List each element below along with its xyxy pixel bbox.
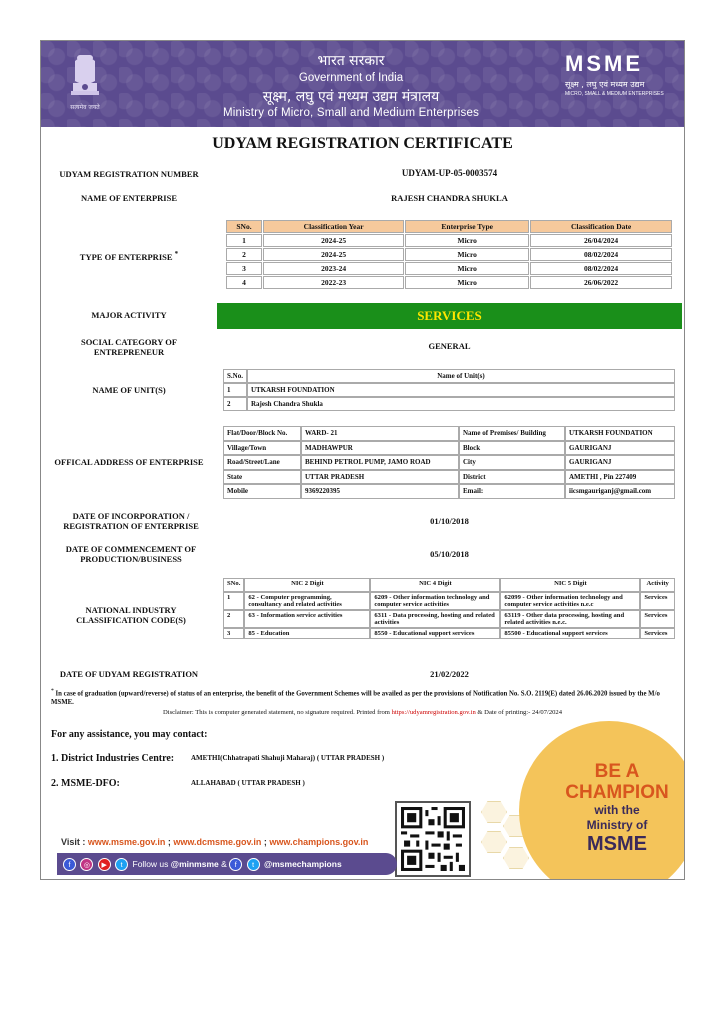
emblem-caption: सत्यमेव जयते: [70, 104, 100, 111]
msme-logo-small: MICRO, SMALL & MEDIUM ENTERPRISES: [565, 91, 664, 97]
table-cell: 2: [223, 610, 244, 628]
champion-line: Ministry of: [586, 818, 648, 832]
table-cell: Rajesh Chandra Shukla: [247, 397, 675, 411]
table-cell: 2024-25: [263, 234, 404, 247]
msme-logo-hindi: सूक्ष्म , लघु एवं मध्यम उद्यम: [565, 80, 645, 89]
type-label-text: TYPE OF ENTERPRISE: [79, 251, 173, 262]
table-cell: Road/Street/Lane: [223, 455, 301, 470]
qr-code-icon: [401, 807, 465, 871]
type-label: [41, 250, 217, 262]
table-cell: 3: [226, 262, 262, 275]
hindi-ministry-title: सूक्ष्म, लघु एवं मध्यम उद्यम मंत्रालय: [262, 89, 440, 105]
certificate-page: [40, 40, 685, 880]
table-cell: 63 - Information service activities: [244, 610, 370, 628]
address-table: [223, 426, 675, 499]
table-cell: GAURIGANJ: [565, 441, 675, 456]
gov-title: Government of India: [298, 72, 404, 84]
instagram-icon[interactable]: ◎: [80, 858, 93, 871]
table-row: [226, 276, 672, 289]
msme-logo: [565, 51, 665, 97]
visit-line: Visit : www.msme.gov.in ; www.dcmsme.gov.in ; www.champions.gov.in: [61, 837, 369, 847]
social-bar: [57, 853, 397, 875]
qr-code: [395, 801, 471, 877]
follow-label: Follow us: [132, 859, 169, 869]
table-row: [223, 383, 675, 397]
table-cell: S.No.: [223, 369, 247, 383]
table-row: [223, 484, 675, 499]
table-cell: 1: [223, 383, 247, 397]
table-cell: Micro: [405, 262, 529, 275]
table-cell: GAURIGANJ: [565, 455, 675, 470]
table-cell: 2: [223, 397, 247, 411]
udyam-url-link[interactable]: https://udyamregistration.gov.in: [391, 709, 476, 716]
table-cell: 26/06/2022: [530, 276, 672, 289]
table-row: [223, 397, 675, 411]
champion-line: CHAMPION: [565, 782, 669, 803]
table-cell: 62 - Computer programming, consultancy and related activities: [244, 592, 370, 610]
table-cell: 2022-23: [263, 276, 404, 289]
type-star: *: [174, 250, 179, 258]
table-cell: UTKARSH FOUNDATION: [247, 383, 675, 397]
champion-text: [551, 761, 683, 855]
table-cell: Micro: [405, 276, 529, 289]
type-header: SNo.: [226, 220, 262, 233]
table-cell: 63119 - Other data processing, hosting and related activities n.e.c.: [500, 610, 640, 628]
type-header: Classification Year: [263, 220, 404, 233]
handle-msmechampions[interactable]: @msmechampions: [263, 859, 342, 869]
amp-text: &: [221, 859, 227, 869]
table-row: [223, 455, 675, 470]
table-row: [223, 578, 675, 592]
hexagon-decoration: [481, 801, 507, 823]
dfo-value: ALLAHABAD ( UTTAR PRADESH ): [191, 779, 305, 787]
table-cell: 26/04/2024: [530, 234, 672, 247]
youtube-icon[interactable]: ▶: [98, 858, 111, 871]
champion-line: with the: [594, 803, 640, 817]
facebook-icon[interactable]: f: [229, 858, 242, 871]
nic-header: NIC 2 Digit: [244, 578, 370, 592]
twitter-icon[interactable]: t: [115, 858, 128, 871]
nic-header: SNo.: [223, 578, 244, 592]
footnote-text: In case of graduation (upward/reverse) of status of an enterprise, the benefit of the Government Schemes will be availed as per the provisions of Notification No. S.O. 2119(E) dated 26.06.2020 issued by the M/o MSME.: [51, 690, 660, 707]
social-category-label: SOCIAL CATEGORY OF ENTREPRENEUR: [80, 337, 178, 357]
type-header: Classification Date: [530, 220, 672, 233]
table-cell: 1: [223, 592, 244, 610]
table-cell: Block: [459, 441, 565, 456]
table-cell: 8550 - Educational support services: [370, 628, 500, 639]
ministry-title: Ministry of Micro, Small and Medium Enterprises: [222, 107, 480, 119]
champion-line: MSME: [587, 833, 647, 855]
table-row: [223, 369, 675, 383]
handle-minmsme[interactable]: @minmsme: [170, 859, 219, 869]
table-cell: 6209 - Other information technology and computer service activities: [370, 592, 500, 610]
units-table: [223, 369, 675, 411]
table-cell: Flat/Door/Block No.: [223, 426, 301, 441]
udyam-date-label: DATE OF UDYAM REGISTRATION: [59, 669, 199, 679]
social-category-value: GENERAL: [428, 341, 471, 351]
table-cell: BEHIND PETROL PUMP, JAMO ROAD: [301, 455, 459, 470]
type-table: [225, 219, 673, 290]
table-row: [226, 262, 672, 275]
table-cell: Name of Premises/ Building: [459, 426, 565, 441]
table-cell: Email:: [459, 484, 565, 499]
certificate-title: UDYAM REGISTRATION CERTIFICATE: [212, 135, 513, 152]
enterprise-name-label: NAME OF ENTERPRISE: [80, 193, 178, 203]
table-cell: AMETHI , Pin 227409: [565, 470, 675, 485]
table-cell: 85500 - Educational support services: [500, 628, 640, 639]
commencement-value: 05/10/2018: [430, 549, 469, 559]
table-cell: Services: [640, 592, 675, 610]
table-cell: iicsmgauriganj@gmail.com: [565, 484, 675, 499]
disclaimer: [41, 709, 684, 716]
enterprise-name-value: RAJESH CHANDRA SHUKLA: [391, 193, 508, 203]
table-cell: Village/Town: [223, 441, 301, 456]
table-cell: 1: [226, 234, 262, 247]
hexagon-decoration: [503, 847, 529, 869]
units-label: NAME OF UNIT(S): [92, 385, 166, 395]
dfo-label: 2. MSME-DFO:: [51, 778, 120, 789]
table-cell: 3: [223, 628, 244, 639]
table-cell: WARD- 21: [301, 426, 459, 441]
table-cell: District: [459, 470, 565, 485]
activity-value: SERVICES: [217, 303, 682, 329]
table-cell: 6311 - Data processing, hosting and related activities: [370, 610, 500, 628]
footnote: [51, 687, 676, 707]
table-cell: State: [223, 470, 301, 485]
table-cell: City: [459, 455, 565, 470]
table-cell: 08/02/2024: [530, 262, 672, 275]
reg-no-label: UDYAM REGISTRATION NUMBER: [59, 169, 199, 179]
disclaimer-prefix: Disclaimer: This is computer generated statement, no signature required. Printed from: [162, 709, 390, 716]
table-cell: UTKARSH FOUNDATION: [565, 426, 675, 441]
nic-header: Activity: [640, 578, 675, 592]
nic-header: NIC 5 Digit: [500, 578, 640, 592]
commencement-label: DATE OF COMMENCEMENT OF PRODUCTION/BUSINESS: [65, 544, 197, 564]
udyam-date-value: 21/02/2022: [430, 669, 469, 679]
reg-no-value: UDYAM-UP-05-0003574: [401, 168, 498, 178]
type-header: Enterprise Type: [405, 220, 529, 233]
website-link[interactable]: www.champions.gov.in: [269, 837, 369, 847]
table-row: [226, 248, 672, 261]
incorporation-value: 01/10/2018: [430, 516, 469, 526]
table-cell: Mobile: [223, 484, 301, 499]
dic-label: 1. District Industries Centre:: [51, 753, 175, 764]
table-row: [223, 441, 675, 456]
table-cell: Micro: [405, 248, 529, 261]
table-cell: Micro: [405, 234, 529, 247]
table-row: [223, 610, 675, 628]
hindi-gov-title: भारत सरकार: [317, 53, 385, 69]
table-row: [223, 592, 675, 610]
website-link[interactable]: www.msme.gov.in: [87, 837, 166, 847]
disclaimer-suffix: & Date of printing:- 24/07/2024: [477, 709, 563, 716]
table-row: [223, 628, 675, 639]
msme-logo-text: MSME: [565, 51, 643, 76]
table-cell: 2023-24: [263, 262, 404, 275]
table-cell: UTTAR PRADESH: [301, 470, 459, 485]
table-cell: 4: [226, 276, 262, 289]
address-label: OFFICAL ADDRESS OF ENTERPRISE: [54, 457, 204, 467]
facebook-icon[interactable]: f: [63, 858, 76, 871]
header-banner: [41, 41, 684, 127]
nic-table: [223, 578, 675, 639]
assistance-heading: For any assistance, you may contact:: [51, 729, 208, 740]
table-row: [223, 470, 675, 485]
website-link[interactable]: www.dcmsme.gov.in: [173, 837, 262, 847]
table-cell: 2: [226, 248, 262, 261]
table-cell: Services: [640, 628, 675, 639]
table-cell: 2024-25: [263, 248, 404, 261]
national-emblem-icon: [65, 51, 105, 115]
table-cell: 9369220395: [301, 484, 459, 499]
activity-label: MAJOR ACTIVITY: [91, 310, 167, 320]
nic-label: NATIONAL INDUSTRY CLASSIFICATION CODE(S): [76, 605, 186, 625]
nic-header: NIC 4 Digit: [370, 578, 500, 592]
table-row: [223, 426, 675, 441]
table-cell: MADHAWPUR: [301, 441, 459, 456]
table-cell: 85 - Education: [244, 628, 370, 639]
visit-label: Visit :: [61, 837, 86, 847]
dic-value: AMETHI(Chhatrapati Shahuji Maharaj) ( UTTAR PRADESH ): [191, 754, 385, 762]
incorporation-label: DATE OF INCORPORATION / REGISTRATION OF ENTERPRISE: [63, 511, 199, 531]
champion-line: BE A: [594, 761, 640, 782]
footnote-star: *: [51, 688, 54, 694]
twitter-icon[interactable]: t: [247, 858, 260, 871]
table-cell: 62099 - Other information technology and computer service activities n.e.c: [500, 592, 640, 610]
table-row: [226, 234, 672, 247]
table-cell: Services: [640, 610, 675, 628]
table-cell: Name of Unit(s): [247, 369, 675, 383]
table-cell: 08/02/2024: [530, 248, 672, 261]
hexagon-decoration: [481, 831, 507, 853]
